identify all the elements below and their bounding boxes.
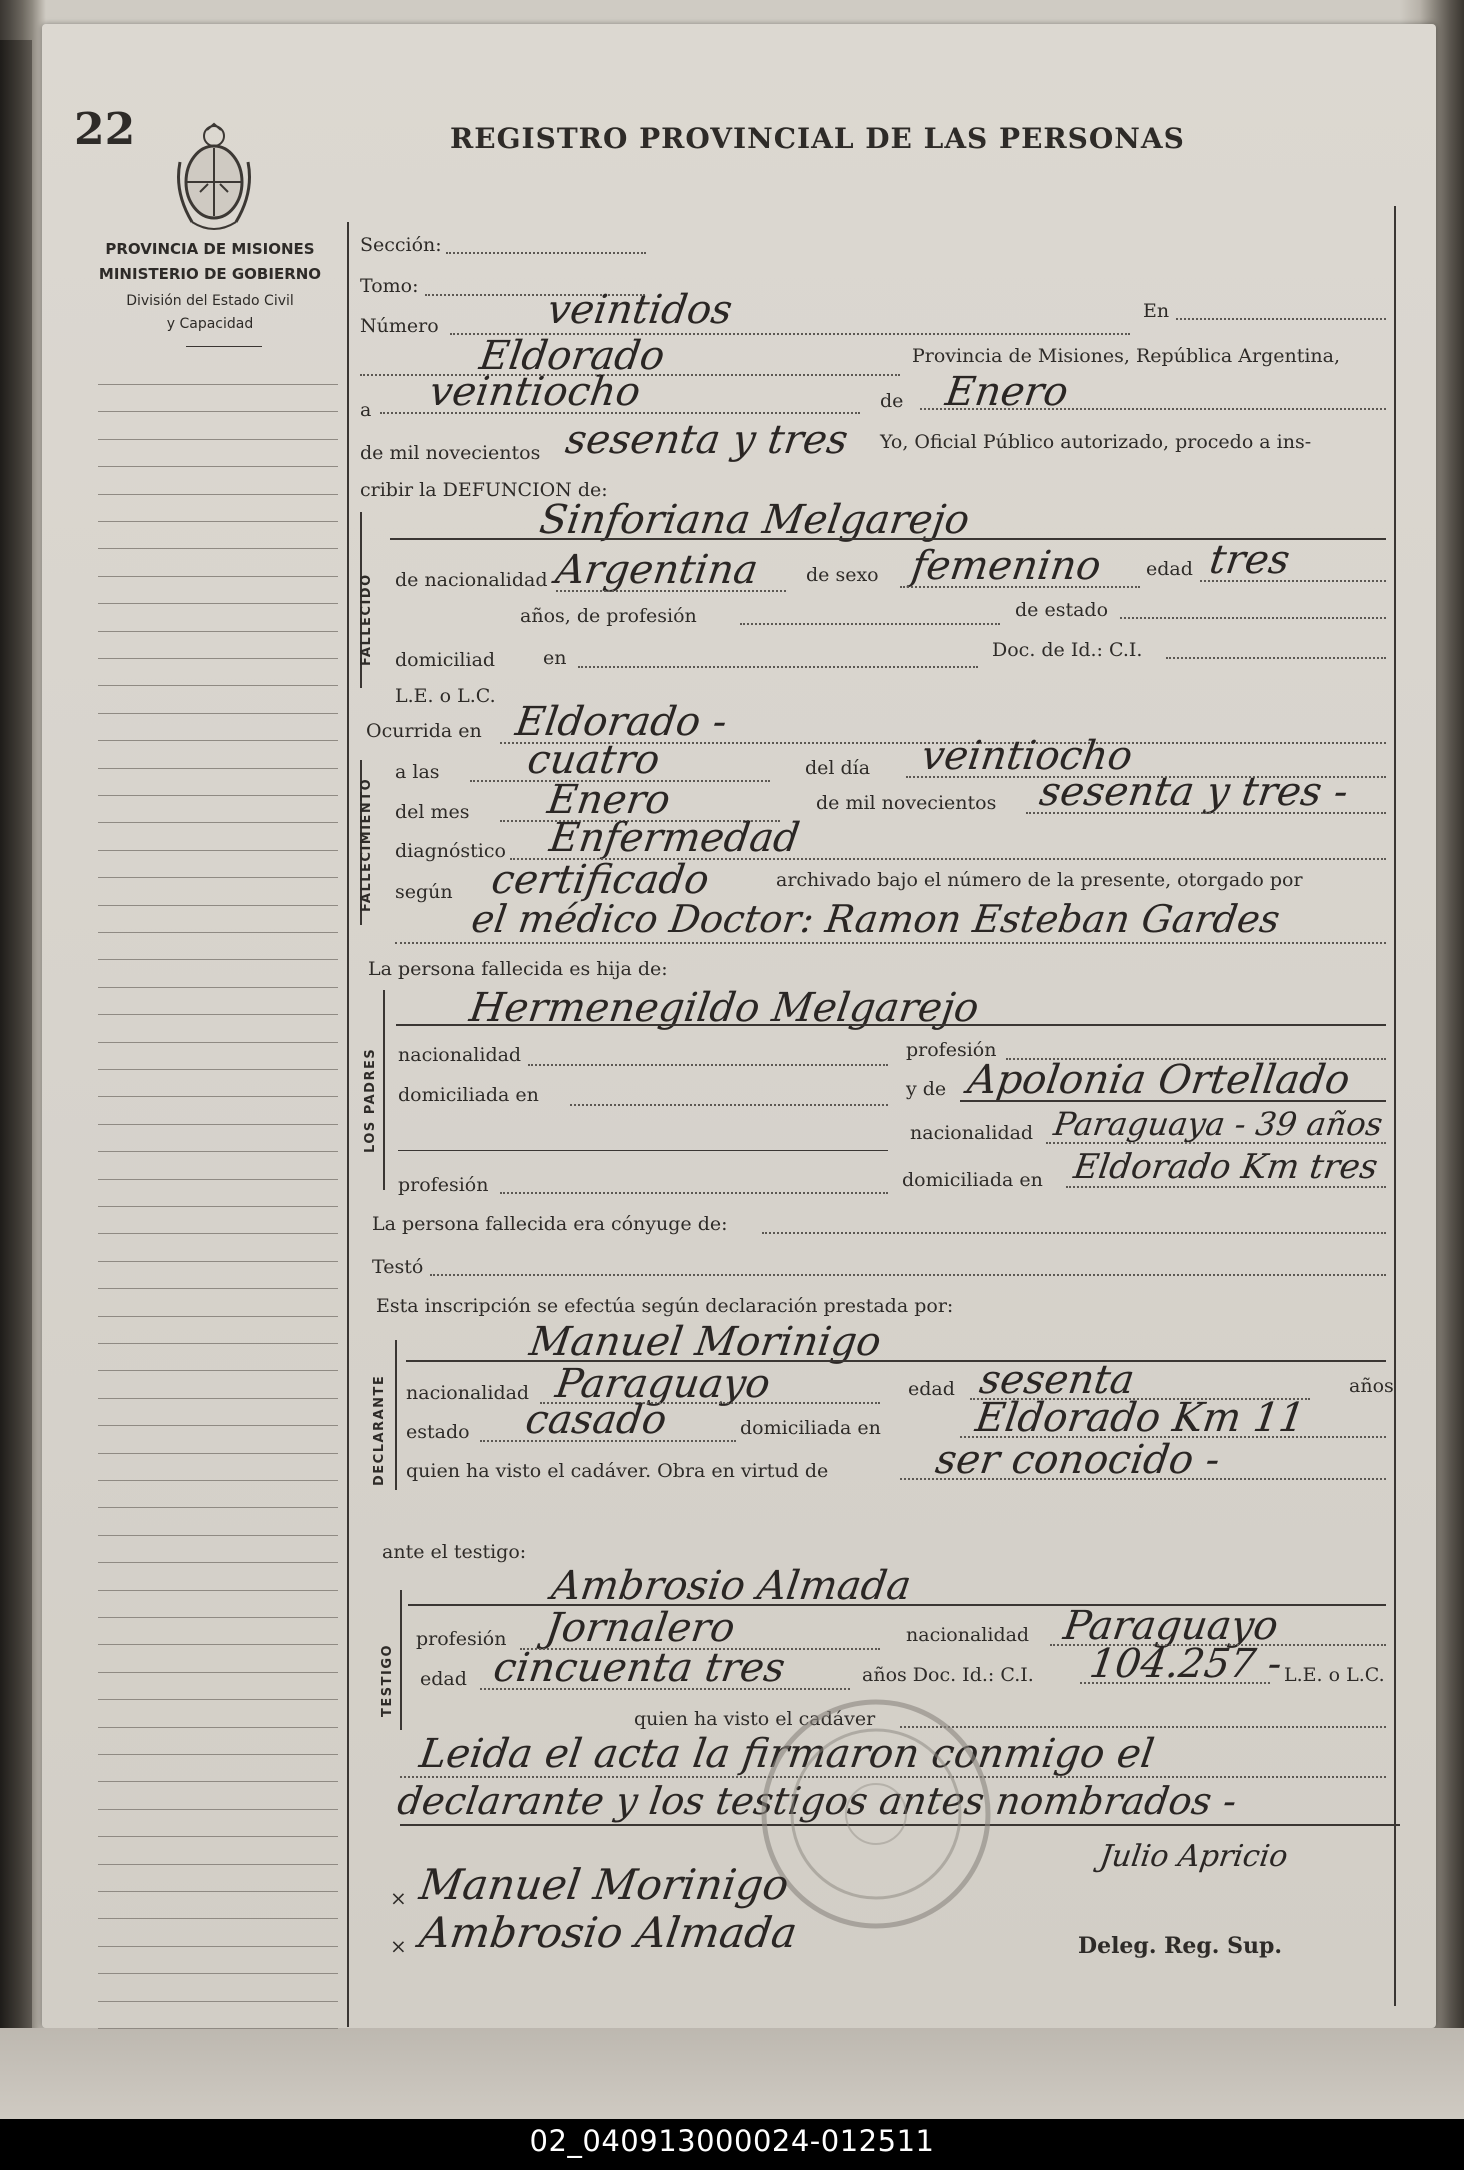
anio-prefix: de mil novecientos — [360, 442, 541, 464]
padre-profesion2-label: profesión — [398, 1174, 489, 1196]
padre-nombre-line — [396, 1024, 1386, 1026]
fallecido-profesion-label: años, de profesión — [520, 605, 697, 627]
mes-value: Enero — [942, 369, 1072, 415]
declarante-estado-line — [480, 1440, 736, 1442]
fallecido-sexo-label: de sexo — [806, 564, 879, 586]
margin-ruled-line — [98, 850, 338, 851]
margin-ruled-line — [98, 2028, 338, 2029]
del-mes-label: del mes — [395, 801, 470, 823]
firma-declarante: Manuel Morinigo — [416, 1860, 792, 1909]
coat-of-arms-icon — [174, 122, 254, 238]
capacity-label: y Capacidad — [166, 316, 254, 332]
mes-line — [920, 408, 1386, 410]
fallecido-doc-label: Doc. de Id.: C.I. — [992, 639, 1143, 661]
margin-ruled-line — [98, 685, 338, 686]
fallecido-en-label: en — [543, 647, 567, 669]
margin-ruled-line — [98, 1562, 338, 1563]
margin-ruled-line — [98, 521, 338, 522]
margin-ruled-line — [98, 1124, 338, 1125]
margin-ruled-line — [98, 1507, 338, 1508]
declarante-edad-label: edad — [908, 1378, 955, 1400]
declarante-virtud-value: ser conocido - — [932, 1437, 1223, 1483]
margin-ruled-line — [98, 1288, 338, 1289]
document-title: REGISTRO PROVINCIAL DE LAS PERSONAS — [450, 122, 1185, 155]
margin-ruled-line — [98, 1425, 338, 1426]
declarante-virtud-line — [900, 1478, 1386, 1480]
hora-value: cuatro — [524, 737, 663, 783]
y-de-label: y de — [906, 1078, 947, 1100]
cierre-line1: Leida el acta la firmaron conmigo el — [416, 1731, 1157, 1777]
form-right-rule — [1394, 206, 1396, 2006]
margin-ruled-line — [98, 987, 338, 988]
margin-ruled-line — [98, 959, 338, 960]
testigo-section-label: TESTIGO — [380, 1643, 395, 1717]
margin-ruled-line — [98, 1946, 338, 1947]
medico-line — [395, 942, 1386, 944]
margin-ruled-line — [98, 1672, 338, 1673]
fallecido-estado-line — [1120, 617, 1386, 619]
testigo-nacionalidad-label: nacionalidad — [906, 1624, 1030, 1646]
madre-nacionalidad-value: Paraguaya - 39 años — [1051, 1105, 1385, 1143]
padre-extra-line — [398, 1150, 888, 1151]
page-number: 22 — [74, 104, 136, 155]
fallecido-sexo-value: femenino — [908, 543, 1104, 589]
testigo-edad-label: edad — [420, 1668, 467, 1690]
declarante-estado-label: estado — [406, 1421, 470, 1443]
firma-mark-1: × — [390, 1886, 407, 1910]
provincia-label: Provincia de Misiones, República Argentina, — [912, 345, 1341, 367]
margin-ruled-line — [98, 1206, 338, 1207]
fallecido-nacionalidad-label: de nacionalidad — [395, 569, 548, 591]
fallecido-nacionalidad-value: Argentina — [552, 547, 761, 593]
padre-nacionalidad-line — [528, 1064, 888, 1066]
fallecido-domicilio-line — [578, 666, 978, 668]
fallecido-doc-line — [1166, 657, 1386, 659]
dia-line — [380, 412, 860, 414]
testigo-visto-label: quien ha visto el cadáver — [634, 1708, 876, 1730]
madre-domicilio-label: domiciliada en — [902, 1169, 1043, 1191]
numero-value: veintidos — [544, 287, 736, 333]
en-line — [1176, 318, 1386, 320]
segun-value: certificado — [488, 857, 712, 903]
margin-ruled-line — [98, 1644, 338, 1645]
margin-ruled-line — [98, 1370, 338, 1371]
firma-testigo: Ambrosio Almada — [416, 1908, 801, 1957]
ocurrida-value: Eldorado - — [512, 699, 730, 745]
del-dia-label: del día — [805, 757, 871, 779]
testo-line — [430, 1274, 1386, 1276]
padre-profesion2-line — [500, 1192, 888, 1194]
margin-ruled-line — [98, 1453, 338, 1454]
margin-ruled-line — [98, 1014, 338, 1015]
anio-fallec-label: de mil novecientos — [816, 792, 997, 814]
seccion-line — [446, 252, 646, 254]
madre-nombre-line — [960, 1100, 1386, 1102]
padre-domicilio-line — [570, 1104, 888, 1106]
margin-ruled-line — [98, 384, 338, 385]
fallecido-profesion-line — [740, 623, 1000, 625]
segun-label: según — [395, 881, 453, 903]
testigo-profesion-label: profesión — [416, 1628, 507, 1650]
margin-ruled-line — [98, 822, 338, 823]
madre-nacionalidad-line — [1046, 1142, 1386, 1144]
seccion-label: Sección: — [360, 234, 442, 256]
inscribir-text: cribir la DEFUNCION de: — [360, 479, 608, 501]
margin-ruled-line — [98, 1179, 338, 1180]
cierre-line2: declarante y los testigos antes nombrados - — [394, 1779, 1240, 1823]
testigo-nombre: Ambrosio Almada — [548, 1563, 914, 1609]
margin-ruled-line — [98, 1398, 338, 1399]
padre-nombre: Hermenegildo Melgarejo — [466, 985, 982, 1031]
ministry-label: MINISTERIO DE GOBIERNO — [98, 265, 322, 283]
margin-ruled-line — [98, 1535, 338, 1536]
margin-ruled-line — [98, 1233, 338, 1234]
margin-ruled-line — [98, 1781, 338, 1782]
fallecimiento-section-label: FALLECIMIENTO — [359, 777, 374, 913]
official-stamp-icon — [756, 1694, 996, 1934]
fallecido-le-label: L.E. o L.C. — [395, 685, 496, 707]
margin-ruled-line — [98, 1151, 338, 1152]
fallecido-sexo-line — [900, 586, 1140, 588]
lugar-value: Eldorado — [476, 333, 668, 379]
archivado-text: archivado bajo el número de la presente, otorgado por — [776, 869, 1303, 891]
medico-value: el médico Doctor: Ramon Esteban Gardes — [468, 897, 1283, 941]
declarante-estado-value: casado — [522, 1397, 670, 1443]
margin-ruled-line — [98, 1343, 338, 1344]
declarante-nacionalidad-value: Paraguayo — [552, 1361, 774, 1407]
declarante-domicilio-value: Eldorado Km 11 — [972, 1395, 1308, 1441]
dia-value: veintiocho — [426, 369, 644, 415]
diagnostico-label: diagnóstico — [395, 840, 506, 862]
header-rule — [186, 346, 262, 347]
division-label: División del Estado Civil — [126, 293, 294, 309]
margin-ruled-line — [98, 548, 338, 549]
declarante-nombre: Manuel Morinigo — [526, 1319, 884, 1365]
testigo-intro-label: ante el testigo: — [382, 1541, 527, 1563]
margin-ruled-line — [98, 631, 338, 632]
margin-ruled-line — [98, 494, 338, 495]
margin-ruled-line — [98, 1699, 338, 1700]
declarante-domiciliada-label: domiciliada en — [740, 1417, 881, 1439]
margin-ruled-line — [98, 1727, 338, 1728]
margin-ruled-line — [98, 740, 338, 741]
book-spine — [0, 40, 32, 2030]
margin-ruled-line — [98, 576, 338, 577]
testigo-profesion-value: Jornalero — [542, 1605, 738, 1651]
conyuge-line — [762, 1232, 1386, 1234]
testigo-doc-label: años Doc. Id.: C.I. — [862, 1664, 1034, 1686]
file-id: 02_040913000024-012511 — [529, 2124, 935, 2158]
margin-ruled-line — [98, 439, 338, 440]
declarante-bracket — [395, 1340, 397, 1490]
margin-ruled-line — [98, 713, 338, 714]
anio-fallec-value: sesenta y tres - — [1036, 769, 1351, 815]
declarante-edad-value: sesenta — [976, 1357, 1138, 1403]
madre-nombre: Apolonia Ortellado — [964, 1057, 1353, 1103]
form-left-rule — [347, 222, 349, 2027]
testigo-le-label: L.E. o L.C. — [1284, 1664, 1385, 1686]
en-label: En — [1143, 300, 1170, 322]
margin-ruled-line — [98, 1809, 338, 1810]
margin-ruled-line — [98, 1096, 338, 1097]
margin-ruled-line — [98, 795, 338, 796]
margin-ruled-line — [98, 2001, 338, 2002]
oficial-text: Yo, Oficial Público autorizado, procedo a ins- — [880, 431, 1312, 453]
margin-ruled-line — [98, 1836, 338, 1837]
margin-ruled-line — [98, 768, 338, 769]
margin-ruled-line — [98, 1754, 338, 1755]
de-label: de — [880, 390, 904, 412]
margin-ruled-line — [98, 1973, 338, 1974]
fallecido-nacionalidad-line — [556, 590, 786, 592]
margin-ruled-line — [98, 932, 338, 933]
testigo-doc-value: 104.257 - — [1086, 1641, 1285, 1687]
mes-fallec-value: Enero — [544, 777, 674, 823]
margin-ruled-line — [98, 1316, 338, 1317]
padre-nacionalidad-label: nacionalidad — [398, 1044, 522, 1066]
declarante-intro-label: Esta inscripción se efectúa según declaración prestada por: — [376, 1295, 954, 1317]
tomo-label: Tomo: — [360, 275, 419, 297]
margin-ruled-line — [98, 1590, 338, 1591]
margin-ruled-line — [98, 1069, 338, 1070]
testigo-edad-value: cincuenta tres — [490, 1645, 788, 1691]
margin-ruled-line — [98, 1480, 338, 1481]
fallecido-estado-label: de estado — [1015, 599, 1109, 621]
declarante-visto-label: quien ha visto el cadáver. Obra en virtud de — [406, 1460, 829, 1482]
declarante-nombre-line — [406, 1360, 1386, 1362]
firma-oficial: Julio Apricio — [1097, 1839, 1290, 1874]
padres-section-label: LOS PADRES — [363, 1047, 378, 1153]
margin-ruled-line — [98, 1918, 338, 1919]
province-label: PROVINCIA DE MISIONES — [105, 240, 315, 258]
margin-ruled-line — [98, 658, 338, 659]
madre-domicilio-value: Eldorado Km tres — [1071, 1147, 1381, 1187]
declarante-anios-label: años — [1349, 1375, 1394, 1397]
conyuge-label: La persona fallecida era cónyuge de: — [372, 1213, 728, 1235]
margin-ruled-line — [98, 411, 338, 412]
margin-ruled-line — [98, 466, 338, 467]
dia-fallec-value: veintiocho — [918, 733, 1136, 779]
margin-ruled-line — [98, 1891, 338, 1892]
testigo-doc-line — [1080, 1682, 1270, 1684]
oficial-cargo: Deleg. Reg. Sup. — [1078, 1933, 1283, 1959]
a-label: a — [360, 399, 372, 421]
testigo-nacionalidad-value: Paraguayo — [1060, 1603, 1282, 1649]
fallecido-nombre: Sinforiana Melgarejo — [536, 497, 973, 543]
a-las-label: a las — [395, 761, 440, 783]
margin-ruled-line — [98, 1864, 338, 1865]
margin-ruled-line — [98, 905, 338, 906]
testo-label: Testó — [372, 1256, 424, 1278]
margin-ruled-line — [98, 1261, 338, 1262]
ocurrida-label: Ocurrida en — [366, 720, 482, 742]
fallecido-edad-line — [1200, 580, 1386, 582]
madre-nacionalidad-label: nacionalidad — [910, 1122, 1034, 1144]
padre-profesion-label: profesión — [906, 1039, 997, 1061]
diagnostico-value: Enfermedad — [546, 815, 803, 861]
declarante-section-label: DECLARANTE — [372, 1374, 387, 1486]
firma-mark-2: × — [390, 1934, 407, 1958]
fallecido-section-label: FALLECIDO — [359, 573, 374, 667]
padre-domiciliada-label: domiciliada en — [398, 1084, 539, 1106]
anio-fallec-line — [1026, 812, 1386, 814]
anio-value: sesenta y tres — [562, 417, 851, 463]
margin-ruled-line — [98, 1042, 338, 1043]
madre-domicilio-line — [1066, 1186, 1386, 1188]
margin-ruled-line — [98, 1617, 338, 1618]
margin-ruled-line — [98, 603, 338, 604]
padres-intro-label: La persona fallecida es hija de: — [368, 958, 668, 980]
fallecido-domiciliado-label: domiciliad — [395, 649, 496, 671]
declarante-nacionalidad-label: nacionalidad — [406, 1382, 530, 1404]
fallecido-edad-value: tres — [1206, 537, 1293, 583]
fallecido-edad-label: edad — [1146, 558, 1193, 580]
numero-label: Número — [360, 315, 439, 337]
testigo-edad-line — [480, 1688, 850, 1690]
margin-ruled-line — [98, 877, 338, 878]
page-bottom-strip — [0, 2028, 1464, 2119]
